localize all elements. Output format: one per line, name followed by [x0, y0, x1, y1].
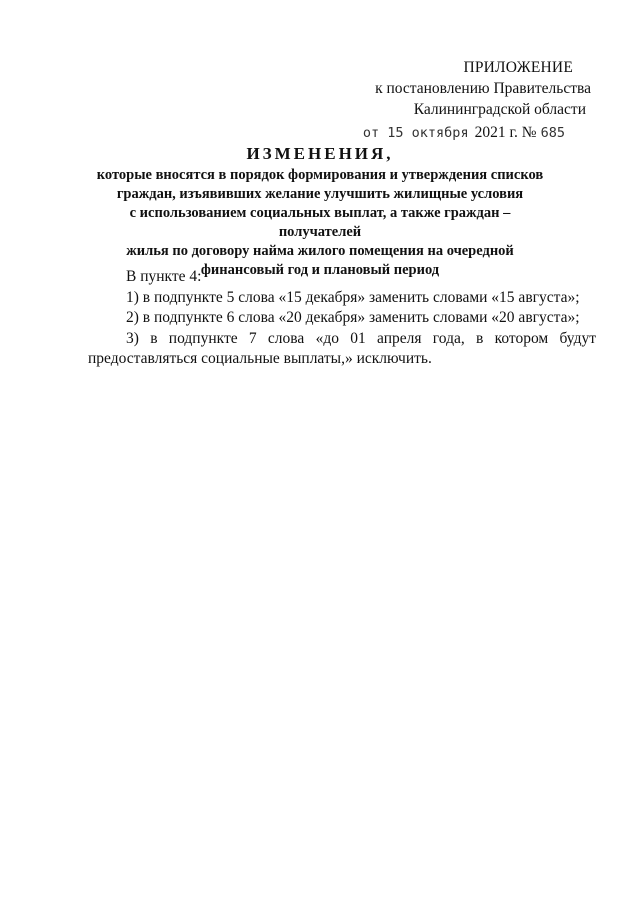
- annex-header: [363, 57, 591, 144]
- body-intro: В пункте 4:: [126, 268, 202, 285]
- amendment-item: 1) в подпункте 5 слова «15 декабря» заменить словами «15 августа»;: [126, 288, 580, 306]
- annex-title: ПРИЛОЖЕНИЕ: [463, 59, 573, 76]
- amendment-item: 2) в подпункте 6 слова «20 декабря» заменить словами «20 августа»;: [126, 309, 580, 326]
- annex-date-line: [363, 122, 575, 144]
- heading-title: ИЗМЕНЕНИЯ,: [246, 144, 394, 163]
- document-heading: [90, 143, 550, 280]
- heading-line: граждан, изъявивших желание улучшить жилищные условия: [116, 186, 524, 202]
- heading-line: жилья по договору найма жилого помещения на очередной: [126, 243, 514, 259]
- annex-region-line: Калининградской области: [413, 101, 586, 118]
- document-number-stamp: 685: [540, 125, 565, 141]
- amendment-item: 3) в подпункте 7 слова «до 01 апреля года, в котором будут предоставляться социальные выплаты,» исключить.: [88, 329, 596, 367]
- date-year-label: 2021 г. №: [474, 124, 537, 141]
- date-stamp: от 15 октября: [362, 125, 469, 141]
- heading-line: которые вносятся в порядок формирования и утверждения списков: [96, 167, 544, 183]
- heading-line: финансовый год и плановый период: [200, 262, 440, 278]
- heading-line: с использованием социальных выплат, а также граждан – получателей: [129, 205, 511, 240]
- annex-government-line: к постановлению Правительства: [375, 80, 591, 97]
- document-body: [88, 267, 596, 370]
